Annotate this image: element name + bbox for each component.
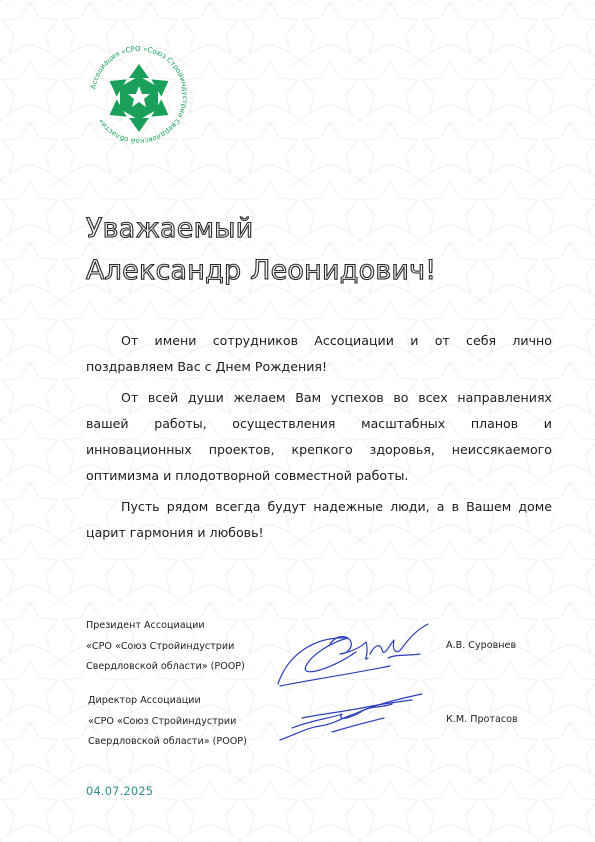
signatory-name-president: А.В. Суровнев (446, 640, 517, 651)
greeting-heading (86, 208, 556, 292)
letter-date: 04.07.2025 (86, 784, 154, 798)
signatory-title: Президент Ассоциации (86, 620, 205, 631)
signatory-title: Директор Ассоциации (88, 695, 201, 706)
association-logo (86, 42, 192, 148)
greeting-line-2: Александр Леонидович! (86, 255, 437, 286)
signatory-org-line-1: «СРО «Союз Стройиндустрии (86, 640, 235, 652)
signatory-name-director: К.М. Протасов (446, 714, 518, 725)
letter-body (86, 328, 552, 552)
signatory-director (88, 691, 247, 753)
signatory-org-line-1: «СРО «Союз Стройиндустрии (88, 715, 237, 727)
logo-ring-text: Ассоциация «СРО «Союз Стройиндустрии Свердловской области» (89, 44, 190, 146)
body-paragraph-1: От имени сотрудников Ассоциации и от себя лично поздравляем Вас с Днем Рождения! (86, 333, 552, 374)
logo-emblem-icon (105, 64, 174, 132)
president-signature-icon (270, 614, 445, 690)
director-signature-icon (272, 688, 442, 748)
signatory-org-line-2: Свердловской области» (РООР) (88, 736, 247, 747)
body-paragraph-3: Пусть рядом всегда будут надежные люди, а в Вашем доме царит гармония и любовь! (86, 499, 552, 540)
signatory-org-line-2: Свердловской области» (РООР) (86, 661, 245, 672)
body-paragraph-2: От всей души желаем Вам успехов во всех направлениях вашей работы, осуществления масштабных планов и инновационных проектов, крепкого здоровья, неиссякаемого оптимизма и плодотворной совместной работы. (86, 390, 552, 483)
greeting-line-1: Уважаемый (86, 213, 254, 244)
signatory-president (86, 616, 245, 678)
